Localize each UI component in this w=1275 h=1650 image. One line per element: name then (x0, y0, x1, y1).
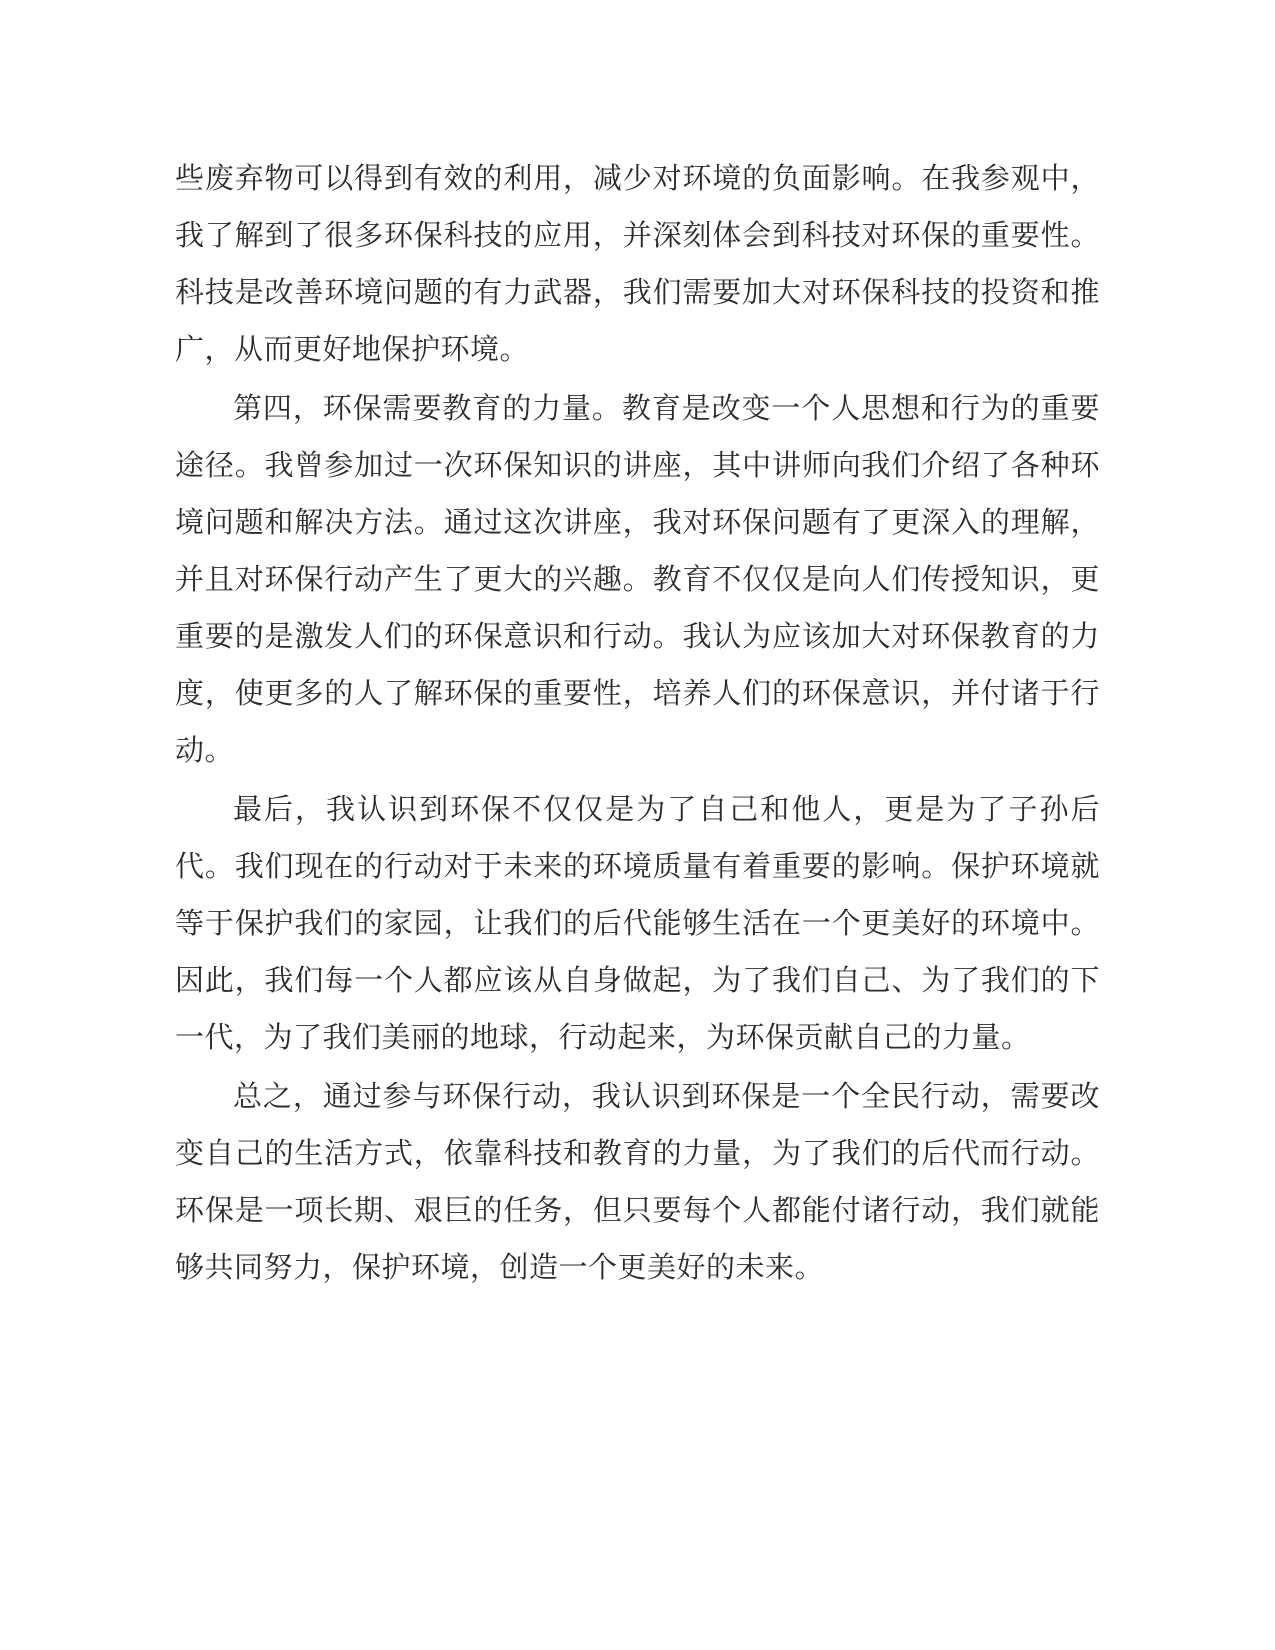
paragraph-conclusion: 总之，通过参与环保行动，我认识到环保是一个全民行动，需要改变自己的生活方式，依靠科技和教育的力量，为了我们的后代而行动。环保是一项长期、艰巨的任务，但只要每个人都能付诸行动，我们就能够共同努力，保护环境，创造一个更美好的未来。 (175, 1079, 1100, 1284)
paragraph-continued: 些废弃物可以得到有效的利用，减少对环境的负面影响。在我参观中，我了解到了很多环保科技的应用，并深刻体会到科技对环保的重要性。科技是改善环境问题的有力武器，我们需要加大对环保科技的投资和推广，从而更好地保护环境。 (175, 161, 1100, 366)
paragraph-fourth-point: 第四，环保需要教育的力量。教育是改变一个人思想和行为的重要途径。我曾参加过一次环保知识的讲座，其中讲师向我们介绍了各种环境问题和解决方法。通过这次讲座，我对环保问题有了更深入的理解，并且对环保行动产生了更大的兴趣。教育不仅仅是向人们传授知识，更重要的是激发人们的环保意识和行动。我认为应该加大对环保教育的力度，使更多的人了解环保的重要性，培养人们的环保意识，并付诸于行动。 (175, 391, 1100, 767)
document-body (175, 150, 1100, 1296)
paragraph-finally: 最后，我认识到环保不仅仅是为了自己和他人，更是为了子孙后代。我们现在的行动对于未来的环境质量有着重要的影响。保护环境就等于保护我们的家园，让我们的后代能够生活在一个更美好的环境中。因此，我们每一个人都应该从自身做起，为了我们自己、为了我们的下一代，为了我们美丽的地球，行动起来，为环保贡献自己的力量。 (175, 792, 1100, 1054)
